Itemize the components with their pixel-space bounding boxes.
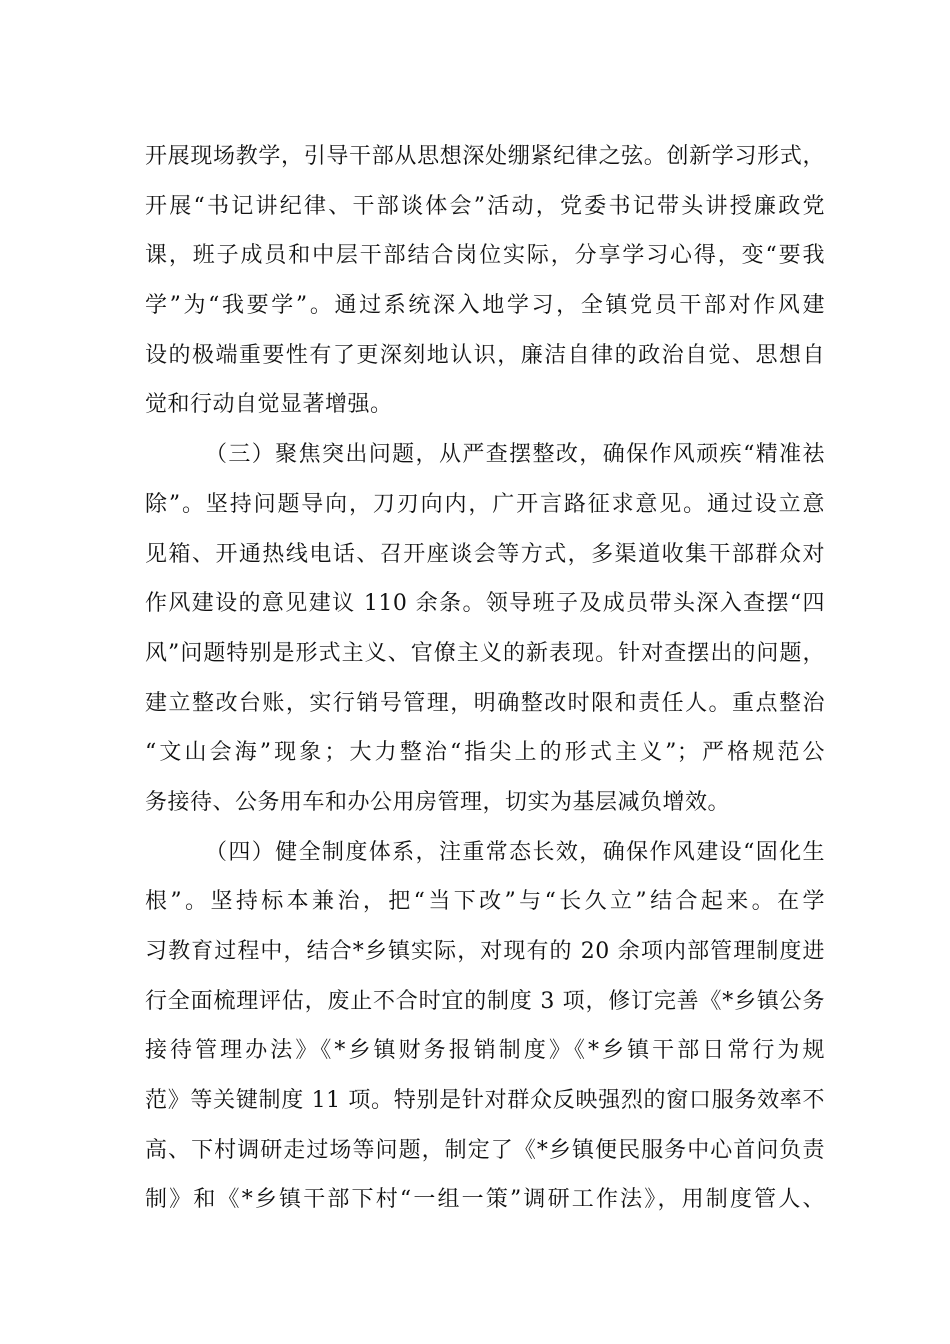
paragraph-line: 范》等关键制度 11 项。特别是针对群众反映强烈的窗口服务效率不 bbox=[145, 1088, 825, 1114]
paragraph-heading-line: （四）健全制度体系，注重常态长效，确保作风建设“固化生 bbox=[205, 839, 825, 865]
paragraph-line: 习教育过程中，结合*乡镇实际，对现有的 20 余项内部管理制度进 bbox=[145, 939, 825, 964]
paragraph-line: 根”。坚持标本兼治，把“当下改”与“长久立”结合起来。在学 bbox=[145, 889, 825, 915]
document-body bbox=[145, 132, 825, 1225]
paragraph-line: “文山会海”现象；大力整治“指尖上的形式主义”；严格规范公 bbox=[145, 740, 825, 766]
paragraph-heading-line: （三）聚焦突出问题，从严查摆整改，确保作风顽疾“精准祛 bbox=[205, 442, 825, 468]
paragraph-line: 开展现场教学，引导干部从思想深处绷紧纪律之弦。创新学习形式， bbox=[145, 144, 825, 169]
paragraph-1 bbox=[145, 132, 825, 430]
paragraph-line: 开展“书记讲纪律、干部谈体会”活动，党委书记带头讲授廉政党 bbox=[145, 193, 825, 219]
paragraph-line: 设的极端重要性有了更深刻地认识，廉洁自律的政治自觉、思想自 bbox=[145, 342, 825, 368]
paragraph-line: 学”为“我要学”。通过系统深入地学习，全镇党员干部对作风建 bbox=[145, 293, 825, 319]
paragraph-line: 作风建设的意见建议 110 余条。领导班子及成员带头深入查摆“四 bbox=[145, 591, 825, 617]
paragraph-line: 见箱、开通热线电话、召开座谈会等方式，多渠道收集干部群众对 bbox=[145, 541, 825, 567]
paragraph-line: 制》和《*乡镇干部下村“一组一策”调研工作法》，用制度管人、 bbox=[145, 1187, 825, 1213]
paragraph-line: 务接待、公务用车和办公用房管理，切实为基层减负增效。 bbox=[145, 789, 731, 815]
paragraph-line: 建立整改台账，实行销号管理，明确整改时限和责任人。重点整治 bbox=[145, 690, 825, 716]
paragraph-line: 除”。坚持问题导向，刀刃向内，广开言路征求意见。通过设立意 bbox=[145, 491, 825, 517]
paragraph-line: 风”问题特别是形式主义、官僚主义的新表现。针对查摆出的问题， bbox=[145, 640, 825, 666]
paragraph-2 bbox=[145, 430, 825, 828]
paragraph-line: 觉和行动自觉显著增强。 bbox=[145, 392, 393, 418]
paragraph-line: 行全面梳理评估，废止不合时宜的制度 3 项，修订完善《*乡镇公务 bbox=[145, 988, 825, 1014]
paragraph-line: 课，班子成员和中层干部结合岗位实际，分享学习心得，变“要我 bbox=[145, 243, 825, 269]
paragraph-3 bbox=[145, 828, 825, 1226]
paragraph-line: 高、下村调研走过场等问题，制定了《*乡镇便民服务中心首问负责 bbox=[145, 1137, 825, 1163]
paragraph-line: 接待管理办法》《*乡镇财务报销制度》《*乡镇干部日常行为规 bbox=[145, 1038, 825, 1064]
